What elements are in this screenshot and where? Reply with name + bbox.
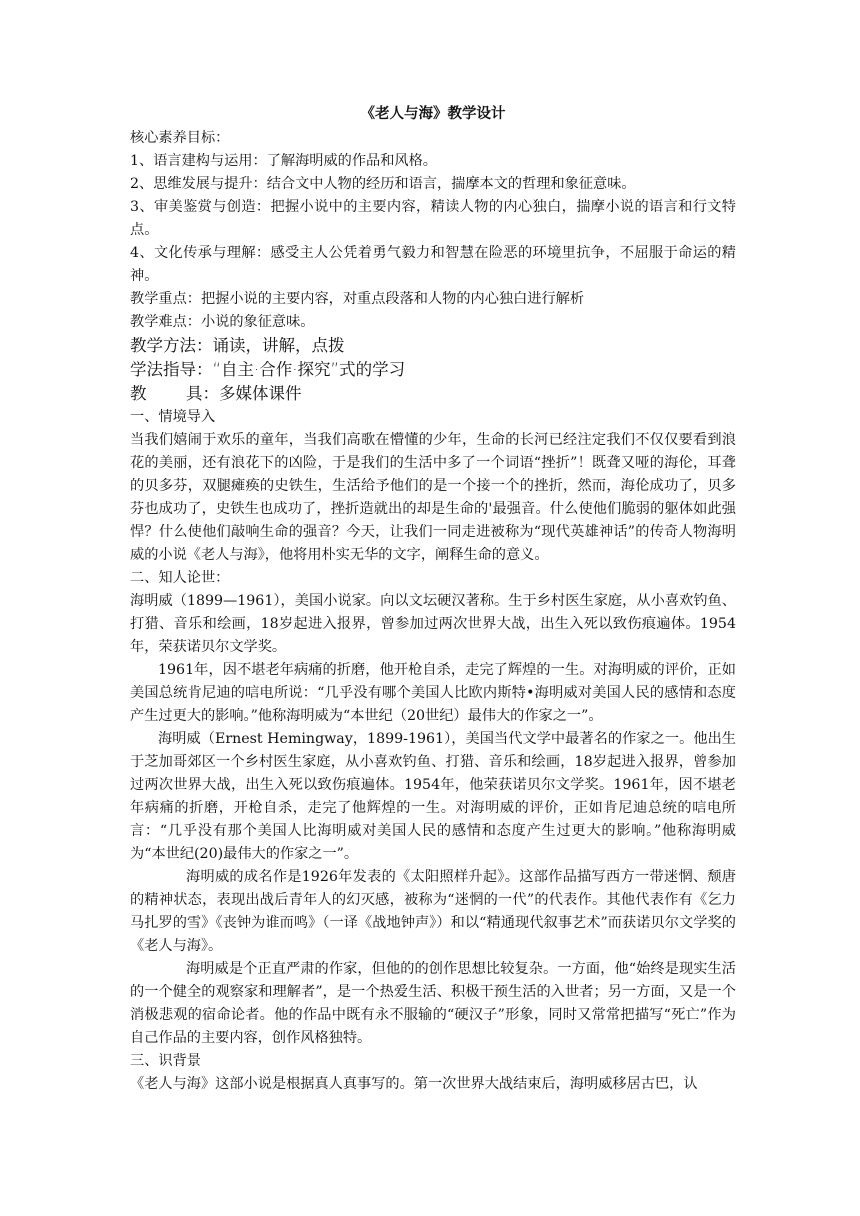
paragraph-style: 海明威是个正直严肃的作家，但他的的创作思想比较复杂。一方面，他“始终是现实生活的一个健全的观察家和理解者”，是一个热爱生活、积极干预生活的入世者；另一方面，又是一个消极悲观的宿命论者。他的作品中既有永不服输的“硬汉子”形象，同时又常常把描写“死亡”作为自己作品的主要内容，创作风格独特。 [130,961,736,1046]
learning-guidance: 学法指导：“自主·合作·探究”式的学习 [130,360,406,379]
section-heading-2: 二、知人论世： [130,570,230,586]
goal-item-4: 4、文化传承与理解：感受主人公凭着勇气毅力和智慧在险恶的环境里抗争，不屈服于命运的精神。 [130,245,736,284]
teaching-tools-char: 教 [130,384,147,403]
document-page [130,103,736,1096]
document-title: 《老人与海》教学设计 [360,105,506,122]
paragraph-works: 海明威的成名作是1926年发表的《太阳照样升起》。这部作品描写西方一带迷惘、颓唐的精神状态，表现出战后青年人的幻灭感，被称为“迷惘的一代”的代表作。其他代表作有《乞力马扎罗的雪》《丧钟为谁而鸣》（一译《战地钟声》）和以“精通现代叙事艺术”而获诺贝尔文学奖的《老人与海》。 [130,869,736,954]
teaching-method: 教学方法：诵读，讲解，点拨 [130,336,345,355]
teaching-difficulty: 教学难点：小说的象征意味。 [130,314,315,330]
paragraph-intro: 当我们嬉闹于欢乐的童年，当我们高歌在懵懂的少年，生命的长河已经注定我们不仅仅要看到浪花的美丽，还有浪花下的凶险，于是我们的生活中多了一个词语“挫折”！既聋又哑的海伦，耳聋的贝多芬，双腿瘫痪的史铁生，生活给予他们的是一个接一个的挫折，然而，海伦成功了，贝多芬也成功了，史铁生也成功了，挫折造就出的却是生命的'最强音。什么使他们脆弱的躯体如此强悍？什么使他们敲响生命的强音？今天，让我们一同走进被称为“现代英雄神话”的传奇人物海明威的小说《老人与海》，他将用朴实无华的文字，阐释生命的意义。 [130,432,736,563]
teaching-tools-text: 具：多媒体课件 [186,384,302,403]
core-goals-heading: 核心素养目标： [130,130,230,146]
paragraph-bio-1: 海明威（1899—1961），美国小说家。向以文坛硬汉著称。生于乡村医生家庭，从小喜欢钓鱼、打猎、音乐和绘画，18岁起进入报界，曾参加过两次世界大战，出生入死以致伤痕遍体。1954年，荣获诺贝尔文学奖。 [130,593,736,655]
goal-item-2: 2、思维发展与提升：结合文中人物的经历和语言，揣摩本文的哲理和象征意味。 [130,176,636,192]
goal-item-3: 3、审美鉴赏与创造：把握小说中的主要内容，精读人物的内心独白，揣摩小说的语言和行文特点。 [130,199,736,238]
paragraph-background: 《老人与海》这部小说是根据真人真事写的。第一次世界大战结束后，海明威移居古巴，认 [130,1076,698,1092]
teaching-focus: 教学重点：把握小说的主要内容，对重点段落和人物的内心独白进行解析 [130,291,585,307]
paragraph-bio-3: 海明威（Ernest Hemingway，1899-1961），美国当代文学中最著名的作家之一。他出生于芝加哥郊区一个乡村医生家庭，从小喜欢钓鱼、打猎、音乐和绘画，18岁起进入报界，曾参加过两次世界大战，出生入死以致伤痕遍体。1954年，他荣获诺贝尔文学奖。1961年，因不堪老年病痛的折磨，开枪自杀，走完了他辉煌的一生。对海明威的评价，正如肯尼迪总统的唁电所言：“几乎没有那个美国人比海明威对美国人民的感情和态度产生过更大的影响。”他称海明威为“本世纪(20)最伟大的作家之一”。 [130,731,736,862]
section-heading-1: 一、情境导入 [130,409,216,425]
goal-item-1: 1、语言建构与运用：了解海明威的作品和风格。 [130,153,437,169]
paragraph-bio-2: 1961年，因不堪老年病痛的折磨，他开枪自杀，走完了辉煌的一生。对海明威的评价，正如美国总统肯尼迪的唁电所说：“几乎没有哪个美国人比欧内斯特•海明威对美国人民的感情和态度产生过更大的影响。”他称海明威为“本世纪（20世纪）最伟大的作家之一”。 [130,662,736,724]
section-heading-3: 三、识背景 [130,1053,201,1069]
teaching-tools [130,382,736,406]
